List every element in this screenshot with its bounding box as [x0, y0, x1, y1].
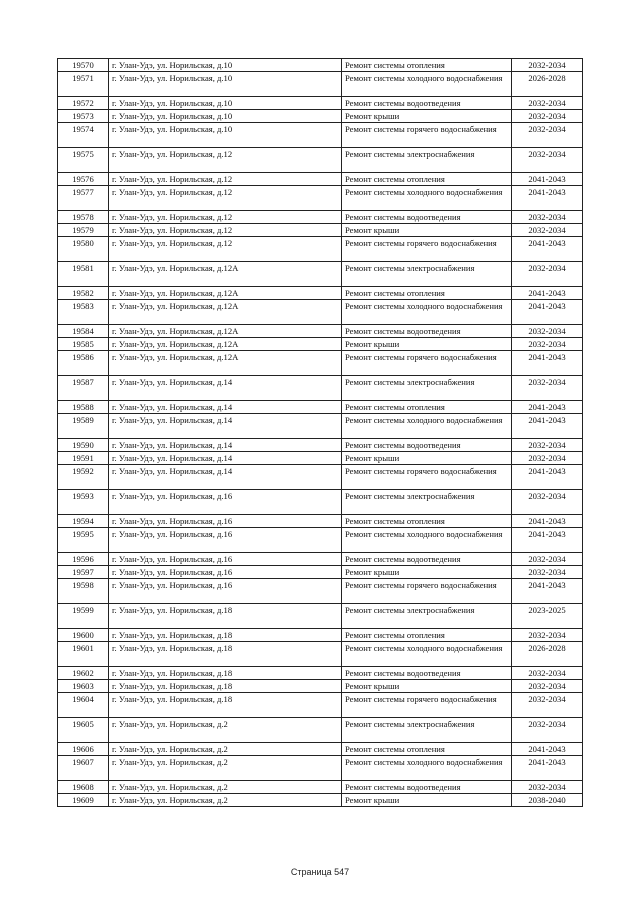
period-cell: 2041-2043 — [512, 287, 583, 300]
table-row — [58, 123, 583, 148]
work-type-cell: Ремонт системы электроснабжения — [342, 490, 512, 515]
address-cell: г. Улан-Удэ, ул. Норильская, д.14 — [109, 439, 342, 452]
address-cell: г. Улан-Удэ, ул. Норильская, д.18 — [109, 642, 342, 667]
address-cell: г. Улан-Удэ, ул. Норильская, д.10 — [109, 110, 342, 123]
row-number-cell: 19609 — [58, 794, 109, 807]
period-cell: 2041-2043 — [512, 756, 583, 781]
row-number-cell: 19589 — [58, 414, 109, 439]
row-number-cell: 19591 — [58, 452, 109, 465]
table-row — [58, 566, 583, 579]
address-cell: г. Улан-Удэ, ул. Норильская, д.16 — [109, 490, 342, 515]
table-row — [58, 72, 583, 97]
row-number-cell: 19597 — [58, 566, 109, 579]
row-number-cell: 19578 — [58, 211, 109, 224]
address-cell: г. Улан-Удэ, ул. Норильская, д.18 — [109, 629, 342, 642]
period-cell: 2032-2034 — [512, 148, 583, 173]
row-number-cell: 19585 — [58, 338, 109, 351]
address-cell: г. Улан-Удэ, ул. Норильская, д.12 — [109, 224, 342, 237]
address-cell: г. Улан-Удэ, ул. Норильская, д.12 — [109, 173, 342, 186]
address-cell: г. Улан-Удэ, ул. Норильская, д.14 — [109, 401, 342, 414]
table-row — [58, 553, 583, 566]
work-type-cell: Ремонт системы отопления — [342, 59, 512, 72]
work-type-cell: Ремонт системы отопления — [342, 401, 512, 414]
period-cell: 2032-2034 — [512, 553, 583, 566]
period-cell: 2026-2028 — [512, 72, 583, 97]
table-row — [58, 579, 583, 604]
work-type-cell: Ремонт системы горячего водоснабжения — [342, 237, 512, 262]
row-number-cell: 19573 — [58, 110, 109, 123]
address-cell: г. Улан-Удэ, ул. Норильская, д.16 — [109, 528, 342, 553]
row-number-cell: 19574 — [58, 123, 109, 148]
table-row — [58, 287, 583, 300]
work-type-cell: Ремонт системы горячего водоснабжения — [342, 123, 512, 148]
address-cell: г. Улан-Удэ, ул. Норильская, д.14 — [109, 414, 342, 439]
row-number-cell: 19601 — [58, 642, 109, 667]
work-type-cell: Ремонт крыши — [342, 680, 512, 693]
table-row — [58, 237, 583, 262]
page-number: Страница 547 — [290, 867, 350, 877]
address-cell: г. Улан-Удэ, ул. Норильская, д.16 — [109, 515, 342, 528]
address-cell: г. Улан-Удэ, ул. Норильская, д.12А — [109, 338, 342, 351]
work-type-cell: Ремонт системы электроснабжения — [342, 148, 512, 173]
work-type-cell: Ремонт системы водоотведения — [342, 781, 512, 794]
work-type-cell: Ремонт крыши — [342, 794, 512, 807]
work-type-cell: Ремонт системы холодного водоснабжения — [342, 72, 512, 97]
row-number-cell: 19595 — [58, 528, 109, 553]
table-row — [58, 693, 583, 718]
table-row — [58, 629, 583, 642]
address-cell: г. Улан-Удэ, ул. Норильская, д.14 — [109, 452, 342, 465]
table-row — [58, 224, 583, 237]
address-cell: г. Улан-Удэ, ул. Норильская, д.10 — [109, 59, 342, 72]
table-row — [58, 376, 583, 401]
address-cell: г. Улан-Удэ, ул. Норильская, д.2 — [109, 794, 342, 807]
table-row — [58, 439, 583, 452]
period-cell: 2032-2034 — [512, 566, 583, 579]
period-cell: 2032-2034 — [512, 439, 583, 452]
address-cell: г. Улан-Удэ, ул. Норильская, д.2 — [109, 756, 342, 781]
address-cell: г. Улан-Удэ, ул. Норильская, д.12 — [109, 237, 342, 262]
address-cell: г. Улан-Удэ, ул. Норильская, д.2 — [109, 743, 342, 756]
table-row — [58, 186, 583, 211]
row-number-cell: 19603 — [58, 680, 109, 693]
table-row — [58, 680, 583, 693]
table-row — [58, 490, 583, 515]
row-number-cell: 19575 — [58, 148, 109, 173]
row-number-cell: 19599 — [58, 604, 109, 629]
row-number-cell: 19588 — [58, 401, 109, 414]
period-cell: 2032-2034 — [512, 693, 583, 718]
work-type-cell: Ремонт системы горячего водоснабжения — [342, 579, 512, 604]
address-cell: г. Улан-Удэ, ул. Норильская, д.10 — [109, 123, 342, 148]
table-row — [58, 59, 583, 72]
row-number-cell: 19605 — [58, 718, 109, 743]
row-number-cell: 19581 — [58, 262, 109, 287]
row-number-cell: 19586 — [58, 351, 109, 376]
table-row — [58, 97, 583, 110]
work-type-cell: Ремонт системы холодного водоснабжения — [342, 528, 512, 553]
table-row — [58, 604, 583, 629]
work-type-cell: Ремонт системы холодного водоснабжения — [342, 414, 512, 439]
row-number-cell: 19582 — [58, 287, 109, 300]
period-cell: 2041-2043 — [512, 186, 583, 211]
table-row — [58, 756, 583, 781]
address-cell: г. Улан-Удэ, ул. Норильская, д.12 — [109, 148, 342, 173]
address-cell: г. Улан-Удэ, ул. Норильская, д.18 — [109, 604, 342, 629]
row-number-cell: 19600 — [58, 629, 109, 642]
work-type-cell: Ремонт крыши — [342, 224, 512, 237]
address-cell: г. Улан-Удэ, ул. Норильская, д.12А — [109, 287, 342, 300]
table-row — [58, 528, 583, 553]
work-type-cell: Ремонт системы электроснабжения — [342, 376, 512, 401]
address-cell: г. Улан-Удэ, ул. Норильская, д.10 — [109, 97, 342, 110]
period-cell: 2041-2043 — [512, 237, 583, 262]
work-type-cell: Ремонт системы холодного водоснабжения — [342, 300, 512, 325]
address-cell: г. Улан-Удэ, ул. Норильская, д.12А — [109, 300, 342, 325]
address-cell: г. Улан-Удэ, ул. Норильская, д.16 — [109, 566, 342, 579]
row-number-cell: 19602 — [58, 667, 109, 680]
row-number-cell: 19607 — [58, 756, 109, 781]
period-cell: 2041-2043 — [512, 465, 583, 490]
work-type-cell: Ремонт крыши — [342, 110, 512, 123]
work-type-cell: Ремонт системы отопления — [342, 173, 512, 186]
work-type-cell: Ремонт системы водоотведения — [342, 439, 512, 452]
table-row — [58, 414, 583, 439]
address-cell: г. Улан-Удэ, ул. Норильская, д.16 — [109, 553, 342, 566]
address-cell: г. Улан-Удэ, ул. Норильская, д.18 — [109, 680, 342, 693]
address-cell: г. Улан-Удэ, ул. Норильская, д.12А — [109, 351, 342, 376]
table-row — [58, 743, 583, 756]
period-cell: 2041-2043 — [512, 401, 583, 414]
period-cell: 2032-2034 — [512, 325, 583, 338]
period-cell: 2032-2034 — [512, 110, 583, 123]
table-row — [58, 300, 583, 325]
period-cell: 2032-2034 — [512, 680, 583, 693]
row-number-cell: 19598 — [58, 579, 109, 604]
table-row — [58, 173, 583, 186]
row-number-cell: 19596 — [58, 553, 109, 566]
period-cell: 2041-2043 — [512, 173, 583, 186]
row-number-cell: 19572 — [58, 97, 109, 110]
row-number-cell: 19587 — [58, 376, 109, 401]
work-type-cell: Ремонт системы водоотведения — [342, 325, 512, 338]
works-table — [57, 58, 583, 807]
table-row — [58, 781, 583, 794]
work-type-cell: Ремонт системы электроснабжения — [342, 262, 512, 287]
period-cell: 2032-2034 — [512, 376, 583, 401]
table-row — [58, 452, 583, 465]
work-type-cell: Ремонт системы водоотведения — [342, 553, 512, 566]
row-number-cell: 19604 — [58, 693, 109, 718]
address-cell: г. Улан-Удэ, ул. Норильская, д.12А — [109, 262, 342, 287]
work-type-cell: Ремонт системы водоотведения — [342, 667, 512, 680]
work-type-cell: Ремонт системы холодного водоснабжения — [342, 186, 512, 211]
table-row — [58, 794, 583, 807]
period-cell: 2038-2040 — [512, 794, 583, 807]
period-cell: 2032-2034 — [512, 338, 583, 351]
work-type-cell: Ремонт системы отопления — [342, 515, 512, 528]
period-cell: 2032-2034 — [512, 59, 583, 72]
work-type-cell: Ремонт системы холодного водоснабжения — [342, 642, 512, 667]
address-cell: г. Улан-Удэ, ул. Норильская, д.10 — [109, 72, 342, 97]
row-number-cell: 19606 — [58, 743, 109, 756]
period-cell: 2041-2043 — [512, 579, 583, 604]
address-cell: г. Улан-Удэ, ул. Норильская, д.12 — [109, 211, 342, 224]
work-type-cell: Ремонт системы горячего водоснабжения — [342, 693, 512, 718]
table-row — [58, 211, 583, 224]
period-cell: 2032-2034 — [512, 452, 583, 465]
row-number-cell: 19580 — [58, 237, 109, 262]
work-type-cell: Ремонт крыши — [342, 338, 512, 351]
address-cell: г. Улан-Удэ, ул. Норильская, д.12А — [109, 325, 342, 338]
table-row — [58, 262, 583, 287]
address-cell: г. Улан-Удэ, ул. Норильская, д.12 — [109, 186, 342, 211]
table-row — [58, 110, 583, 123]
row-number-cell: 19576 — [58, 173, 109, 186]
work-type-cell: Ремонт системы горячего водоснабжения — [342, 351, 512, 376]
row-number-cell: 19570 — [58, 59, 109, 72]
period-cell: 2041-2043 — [512, 300, 583, 325]
period-cell: 2041-2043 — [512, 528, 583, 553]
address-cell: г. Улан-Удэ, ул. Норильская, д.18 — [109, 667, 342, 680]
address-cell: г. Улан-Удэ, ул. Норильская, д.2 — [109, 781, 342, 794]
work-type-cell: Ремонт системы горячего водоснабжения — [342, 465, 512, 490]
address-cell: г. Улан-Удэ, ул. Норильская, д.18 — [109, 693, 342, 718]
row-number-cell: 19583 — [58, 300, 109, 325]
row-number-cell: 19593 — [58, 490, 109, 515]
row-number-cell: 19577 — [58, 186, 109, 211]
period-cell: 2032-2034 — [512, 667, 583, 680]
table-row — [58, 325, 583, 338]
period-cell: 2032-2034 — [512, 490, 583, 515]
table-row — [58, 351, 583, 376]
period-cell: 2041-2043 — [512, 743, 583, 756]
row-number-cell: 19571 — [58, 72, 109, 97]
table-row — [58, 401, 583, 414]
work-type-cell: Ремонт системы электроснабжения — [342, 718, 512, 743]
row-number-cell: 19579 — [58, 224, 109, 237]
row-number-cell: 19608 — [58, 781, 109, 794]
table-row — [58, 642, 583, 667]
table-row — [58, 718, 583, 743]
work-type-cell: Ремонт системы холодного водоснабжения — [342, 756, 512, 781]
period-cell: 2032-2034 — [512, 262, 583, 287]
period-cell: 2041-2043 — [512, 351, 583, 376]
work-type-cell: Ремонт системы отопления — [342, 629, 512, 642]
period-cell: 2026-2028 — [512, 642, 583, 667]
table-row — [58, 148, 583, 173]
table-row — [58, 515, 583, 528]
address-cell: г. Улан-Удэ, ул. Норильская, д.16 — [109, 579, 342, 604]
period-cell: 2032-2034 — [512, 718, 583, 743]
address-cell: г. Улан-Удэ, ул. Норильская, д.14 — [109, 465, 342, 490]
period-cell: 2032-2034 — [512, 97, 583, 110]
table-row — [58, 338, 583, 351]
period-cell: 2041-2043 — [512, 414, 583, 439]
works-table-body — [58, 59, 583, 807]
period-cell: 2032-2034 — [512, 224, 583, 237]
period-cell: 2041-2043 — [512, 515, 583, 528]
table-row — [58, 465, 583, 490]
period-cell: 2032-2034 — [512, 123, 583, 148]
row-number-cell: 19594 — [58, 515, 109, 528]
period-cell: 2023-2025 — [512, 604, 583, 629]
row-number-cell: 19592 — [58, 465, 109, 490]
table-row — [58, 667, 583, 680]
work-type-cell: Ремонт системы электроснабжения — [342, 604, 512, 629]
row-number-cell: 19584 — [58, 325, 109, 338]
period-cell: 2032-2034 — [512, 781, 583, 794]
work-type-cell: Ремонт системы водоотведения — [342, 97, 512, 110]
address-cell: г. Улан-Удэ, ул. Норильская, д.2 — [109, 718, 342, 743]
period-cell: 2032-2034 — [512, 211, 583, 224]
work-type-cell: Ремонт крыши — [342, 452, 512, 465]
address-cell: г. Улан-Удэ, ул. Норильская, д.14 — [109, 376, 342, 401]
row-number-cell: 19590 — [58, 439, 109, 452]
work-type-cell: Ремонт системы отопления — [342, 287, 512, 300]
work-type-cell: Ремонт крыши — [342, 566, 512, 579]
period-cell: 2032-2034 — [512, 629, 583, 642]
work-type-cell: Ремонт системы водоотведения — [342, 211, 512, 224]
work-type-cell: Ремонт системы отопления — [342, 743, 512, 756]
